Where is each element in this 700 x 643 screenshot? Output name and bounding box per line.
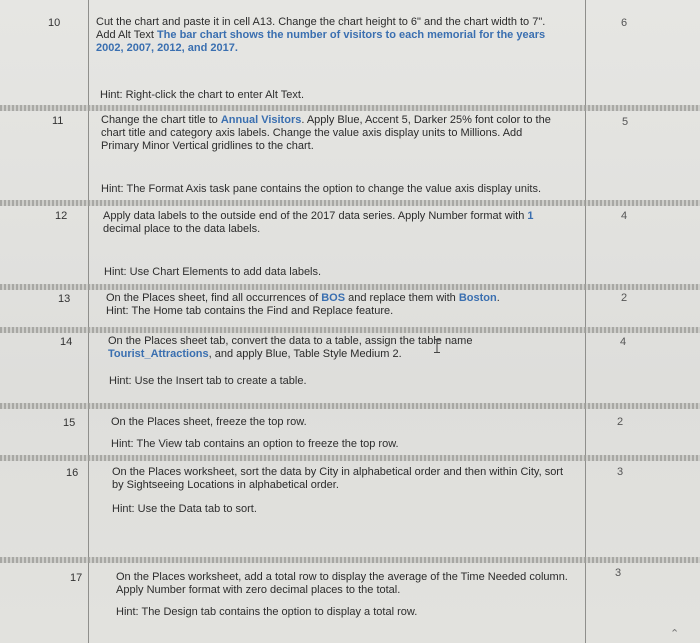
- step-instruction: [101, 114, 581, 153]
- instruction-line: On the Places worksheet, sort the data by City in alphabetical order and then within City, sort: [112, 466, 564, 478]
- corner-arrow-icon: ⌃: [670, 628, 680, 640]
- instruction-line: [106, 292, 586, 305]
- instruction-line: On the Places worksheet, add a total row to display the average of the Time Needed column.: [116, 571, 568, 583]
- step-instruction: [96, 16, 576, 55]
- step-hint: Hint: The Home tab contains the Find and Replace feature.: [106, 305, 394, 317]
- step-points: 2: [621, 292, 628, 304]
- instruction-text: Change the chart title to: [101, 114, 221, 126]
- instruction-text: Apply data labels to the outside end of the 2017 data series. Apply Number format with: [103, 210, 528, 222]
- column-rule-right: [585, 0, 586, 643]
- step-hint: Hint: The View tab contains an option to freeze the top row.: [111, 438, 399, 450]
- step-points: 3: [615, 567, 622, 579]
- step-points: 4: [621, 210, 628, 222]
- step-number: 13: [58, 293, 71, 305]
- instruction-line: [108, 348, 588, 361]
- instruction-line: On the Places sheet tab, convert the data to a table, assign the table name: [108, 335, 473, 347]
- find-value: BOS: [321, 292, 346, 304]
- step-instruction: [112, 466, 582, 492]
- instruction-line: [96, 29, 576, 42]
- step-number: 14: [60, 336, 73, 348]
- step-hint: Hint: Use Chart Elements to add data labels.: [104, 266, 322, 278]
- row-separator: [0, 557, 700, 563]
- step-points: 2: [617, 416, 624, 428]
- chart-title-value: Annual Visitors: [220, 114, 302, 126]
- instruction-line: [101, 114, 581, 127]
- step-instruction: [116, 571, 586, 597]
- instruction-line: decimal place to the data labels.: [103, 223, 261, 235]
- instruction-text: Add Alt Text: [96, 29, 157, 41]
- step-instruction: [108, 335, 588, 361]
- instruction-text: , and apply Blue, Table Style Medium 2.: [208, 348, 402, 360]
- step-hint: Hint: Right-click the chart to enter Alt Text.: [100, 89, 304, 101]
- step-number: 10: [48, 17, 61, 29]
- step-number: 16: [66, 467, 79, 479]
- instruction-text: and replace them with: [345, 292, 459, 304]
- step-number: 15: [63, 417, 76, 429]
- alt-text-value: The bar chart shows the number of visitors to each memorial for the years: [156, 29, 546, 41]
- row-separator: [0, 200, 700, 206]
- column-rule-left: [88, 0, 89, 643]
- decimal-places-value: 1: [527, 210, 534, 222]
- step-hint: Hint: Use the Data tab to sort.: [112, 503, 257, 515]
- alt-text-value: 2002, 2007, 2012, and 2017.: [96, 42, 238, 54]
- instruction-line: Primary Minor Vertical gridlines to the chart.: [101, 140, 314, 152]
- step-instruction: [106, 292, 586, 318]
- instruction-text: On the Places sheet, find all occurrences of: [106, 292, 322, 304]
- step-points: 4: [620, 336, 627, 348]
- step-instruction: On the Places sheet, freeze the top row.: [111, 416, 307, 428]
- instruction-line: by Sightseeing Locations in alphabetical order.: [112, 479, 339, 491]
- step-number: 12: [55, 210, 68, 222]
- step-points: 5: [622, 116, 629, 128]
- instruction-line: Apply Number format with zero decimal places to the total.: [116, 584, 401, 596]
- instruction-text: . Apply Blue, Accent 5, Darker 25% font color to the: [301, 114, 551, 126]
- step-points: 3: [617, 466, 624, 478]
- replace-value: Boston: [458, 292, 497, 304]
- step-hint: Hint: The Format Axis task pane contains the option to change the value axis display units.: [101, 183, 542, 195]
- step-hint: Hint: Use the Insert tab to create a table.: [109, 375, 307, 387]
- row-separator: [0, 403, 700, 409]
- step-hint: Hint: The Design tab contains the option to display a total row.: [116, 606, 418, 618]
- step-number: 11: [52, 115, 64, 127]
- step-points: 6: [621, 17, 628, 29]
- row-separator: [0, 327, 700, 333]
- instruction-text: .: [496, 292, 500, 304]
- instruction-line: [103, 210, 583, 223]
- step-number: 17: [70, 572, 83, 584]
- row-separator: [0, 284, 700, 290]
- row-separator: [0, 455, 700, 461]
- row-separator: [0, 105, 700, 111]
- text-cursor-icon: [434, 339, 440, 353]
- instruction-line: chart title and category axis labels. Change the value axis display units to Millions. Add: [101, 127, 523, 139]
- instruction-line: Cut the chart and paste it in cell A13. Change the chart height to 6" and the chart width to 7".: [96, 16, 546, 28]
- step-instruction: [103, 210, 583, 236]
- table-name-value: Tourist_Attractions: [108, 348, 209, 360]
